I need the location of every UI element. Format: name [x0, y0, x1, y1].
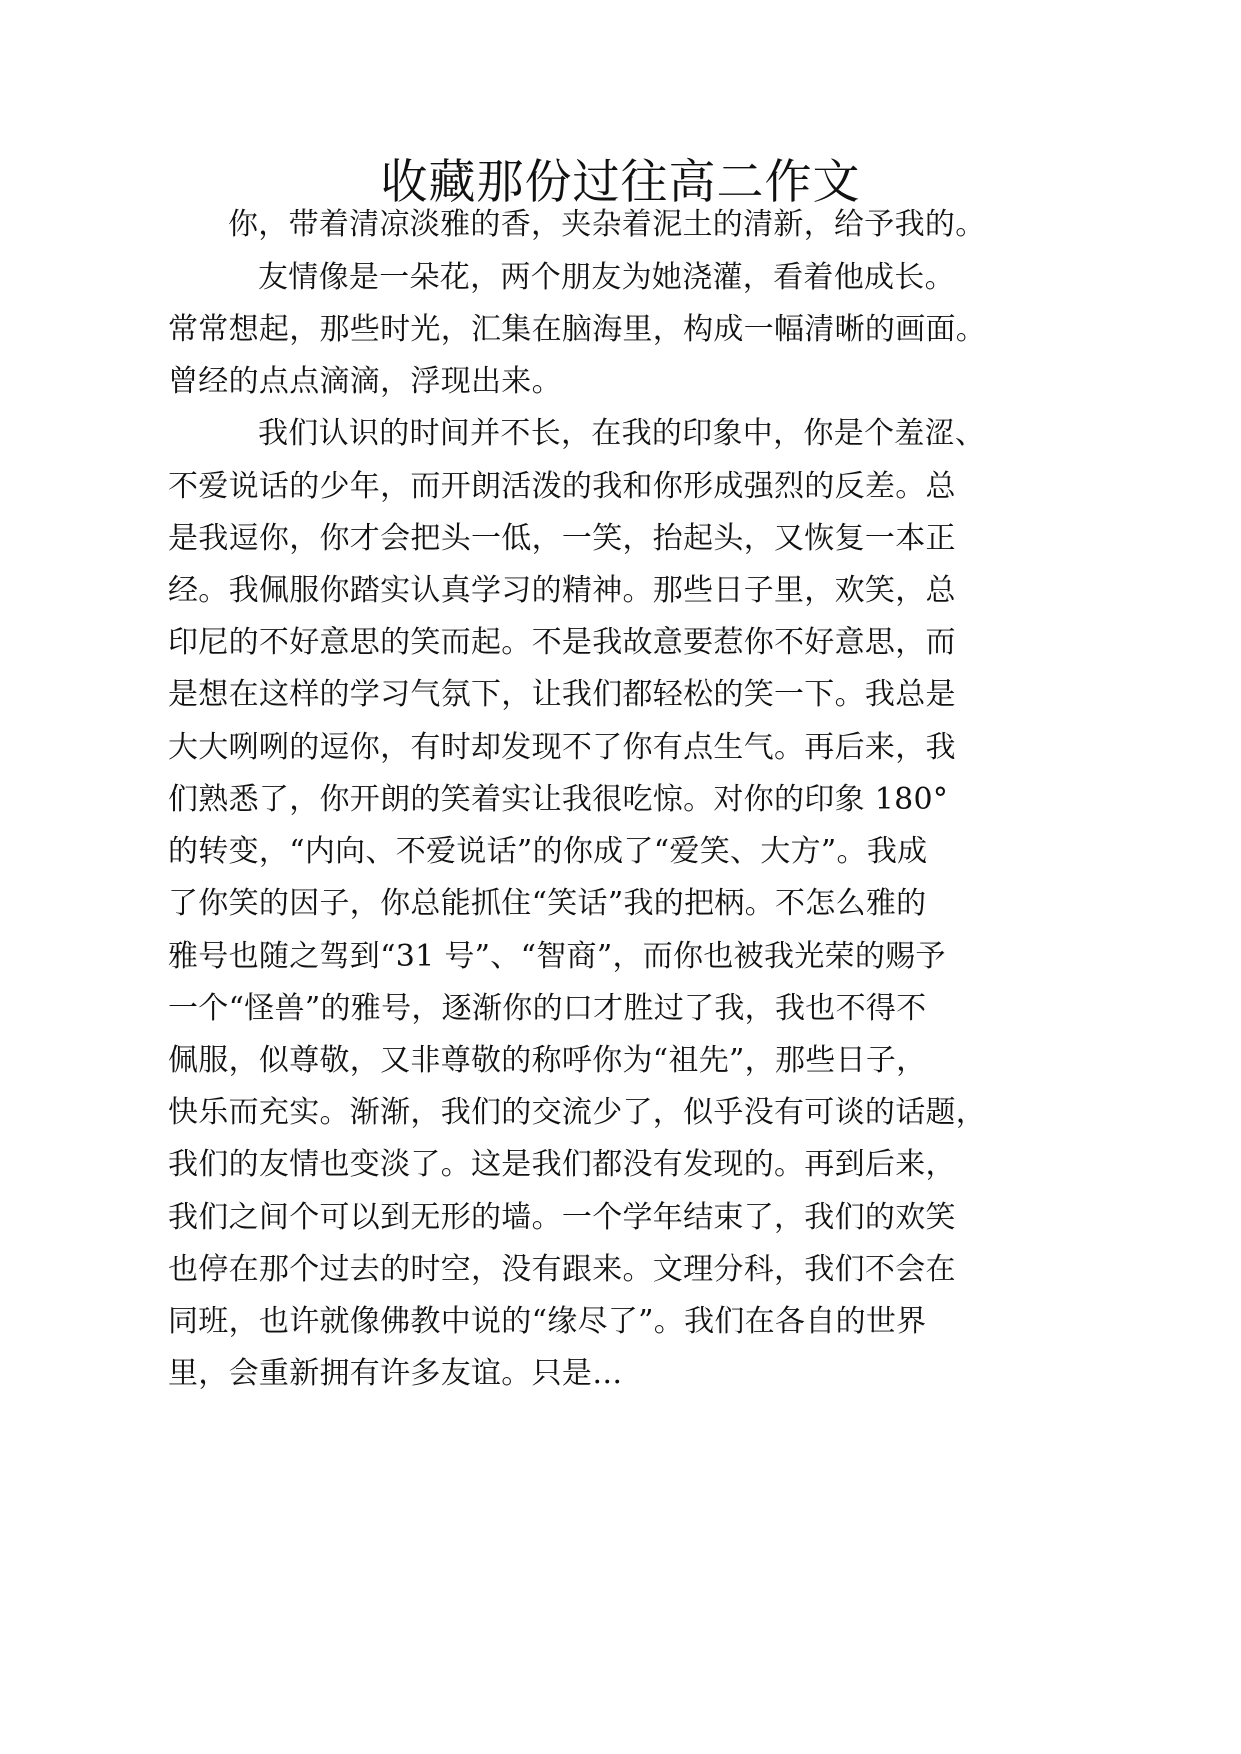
text-line: 们熟悉了，你开朗的笑着实让我很吃惊。对你的印象 180°: [168, 782, 949, 817]
text-line: 我们的友情也变淡了。这是我们都没有发现的。再到后来，: [168, 1147, 956, 1182]
text-line: 快乐而充实。渐渐，我们的交流少了，似乎没有可谈的话题，: [168, 1095, 987, 1130]
text-line: 是想在这样的学习气氛下，让我们都轻松的笑一下。我总是: [168, 677, 956, 712]
text-line: 里，会重新拥有许多友谊。只是…: [168, 1356, 623, 1391]
text-line: 了你笑的因子，你总能抓住“笑话”我的把柄。不怎么雅的: [168, 886, 927, 921]
text-line: 我们之间个可以到无形的墙。一个学年结束了，我们的欢笑: [168, 1200, 956, 1235]
text-line: 印尼的不好意思的笑而起。不是我故意要惹你不好意思，而: [168, 625, 956, 660]
text-line: 同班，也许就像佛教中说的“缘尽了”。我们在各自的世界: [168, 1304, 927, 1339]
text-line: 常常想起，那些时光，汇集在脑海里，构成一幅清晰的画面。: [168, 312, 987, 347]
text-line: 不爱说话的少年，而开朗活泼的我和你形成强烈的反差。总: [168, 469, 956, 504]
text-line: 我们认识的时间并不长，在我的印象中，你是个羞涩、: [258, 416, 986, 451]
text-line: 是我逗你，你才会把头一低，一笑，抬起头，又恢复一本正: [168, 521, 956, 556]
text-line: 也停在那个过去的时空，没有跟来。文理分科，我们不会在: [168, 1252, 956, 1287]
text-line: 友情像是一朵花，两个朋友为她浇灌，看着他成长。: [258, 260, 955, 295]
document-title: 收藏那份过往高二作文: [380, 155, 861, 210]
text-line: 佩服，似尊敬，又非尊敬的称呼你为“祖先”，那些日子，: [168, 1043, 927, 1078]
text-line: 大大咧咧的逗你，有时却发现不了你有点生气。再后来，我: [168, 730, 956, 765]
text-line: 曾经的点点滴滴，浮现出来。: [168, 364, 562, 399]
text-line: 雅号也随之驾到“31 号”、“智商”，而你也被我光荣的赐予: [168, 939, 946, 974]
text-line: 经。我佩服你踏实认真学习的精神。那些日子里，欢笑，总: [168, 573, 956, 608]
text-line: 你，带着清凉淡雅的香，夹杂着泥土的清新，给予我的。: [228, 207, 986, 242]
text-line: 的转变，“内向、不爱说话”的你成了“爱笑、大方”。我成: [168, 834, 928, 869]
text-line: 一个“怪兽”的雅号，逐渐你的口才胜过了我，我也不得不: [168, 991, 927, 1026]
